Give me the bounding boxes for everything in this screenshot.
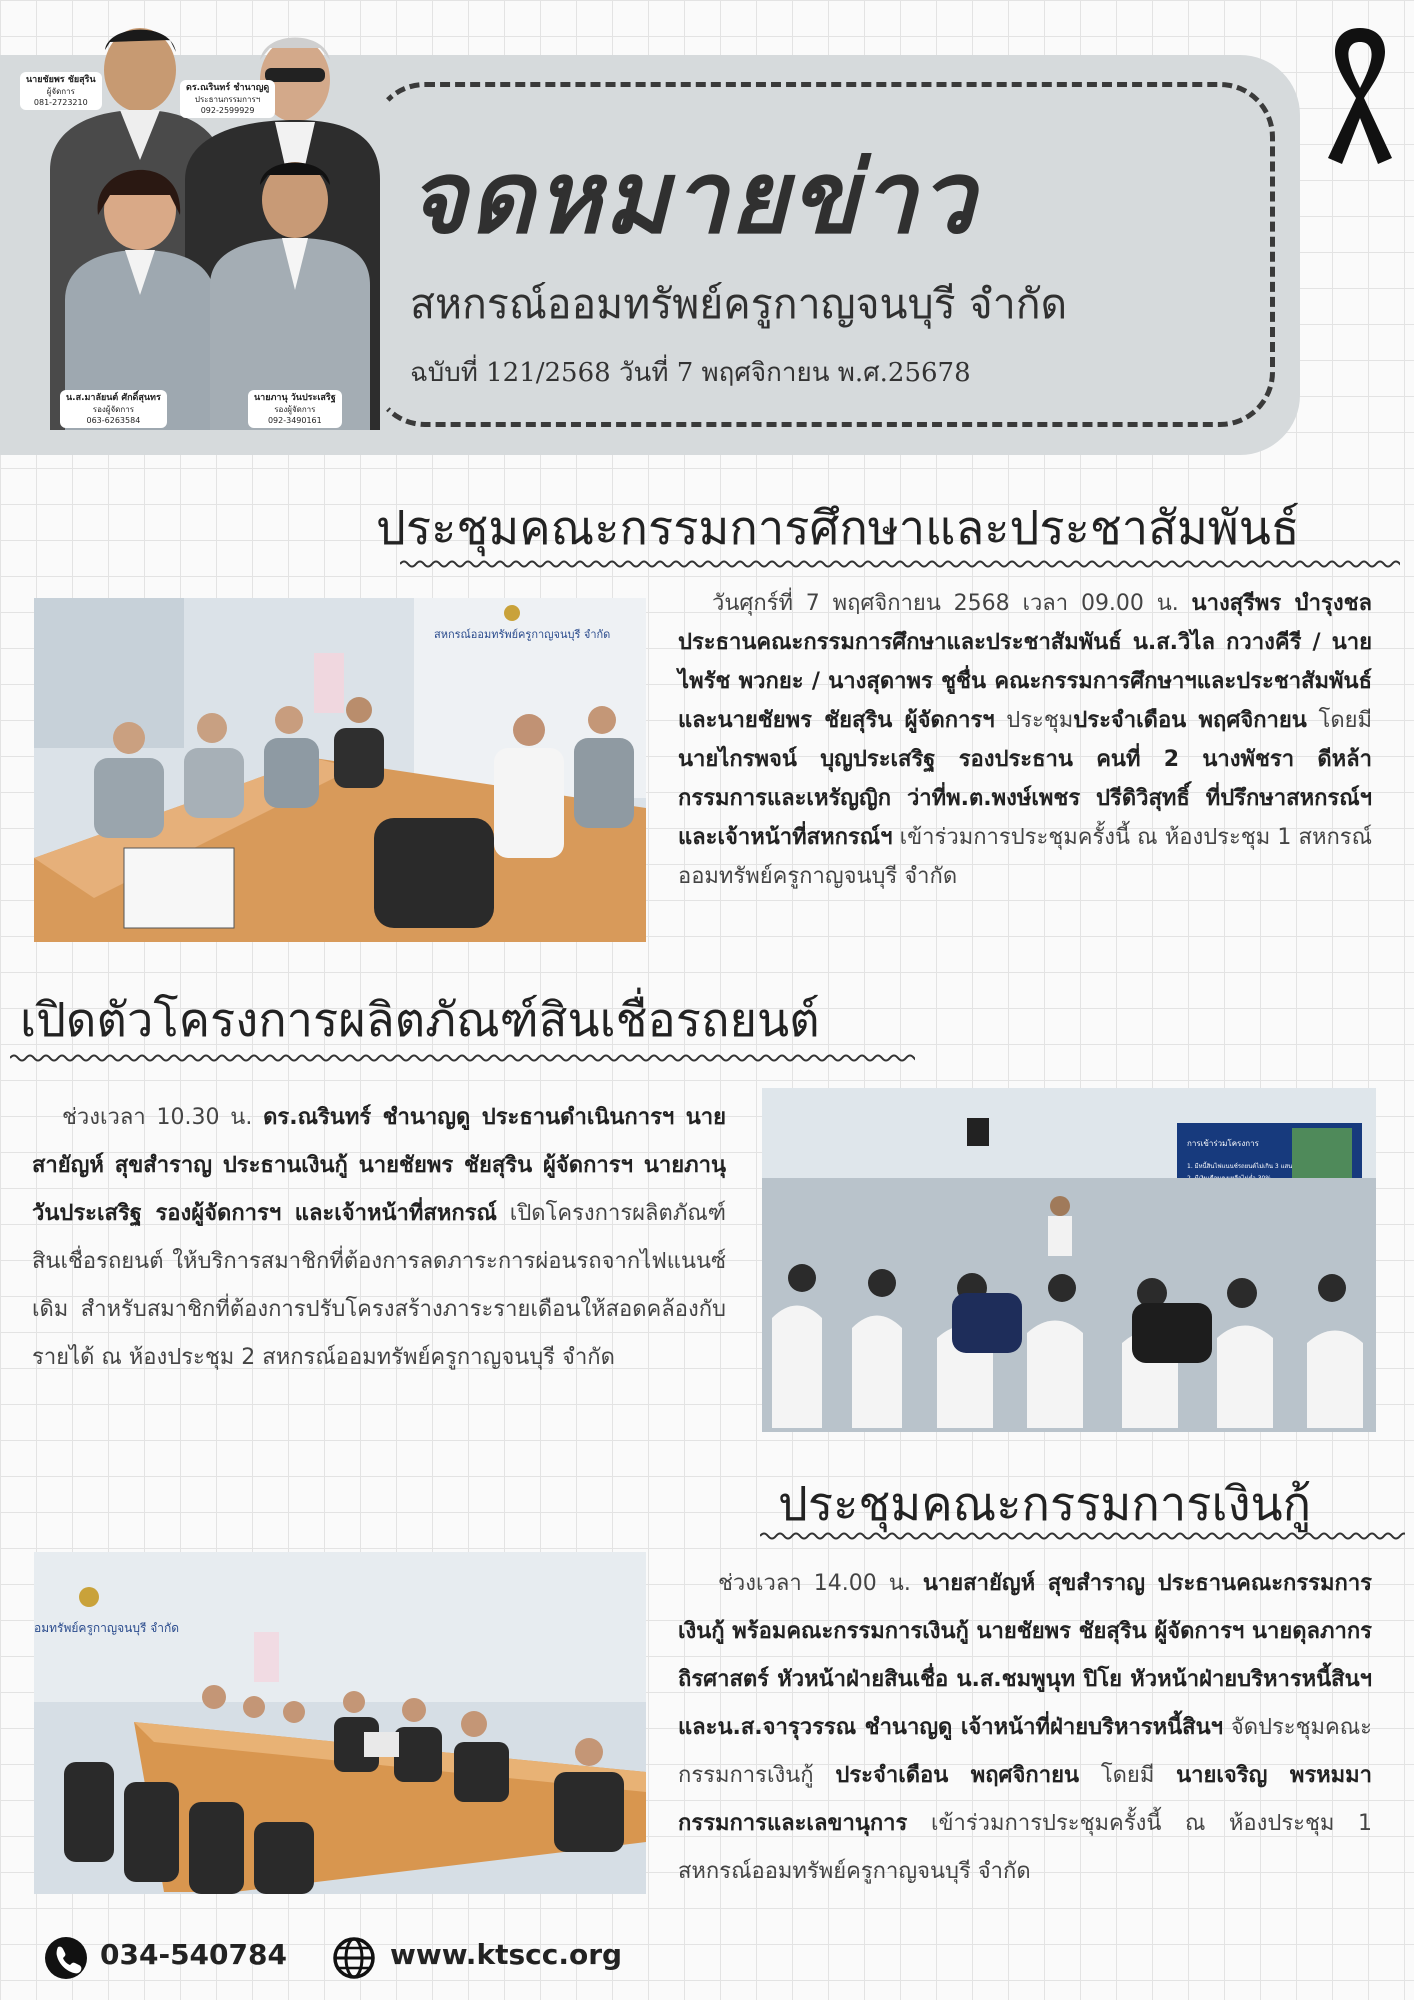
slide-title: การเข้าร่วมโครงการ (1187, 1139, 1259, 1148)
staff-name-4: นายภานุ วันประเสริฐ (254, 393, 336, 403)
globe-icon (332, 1936, 376, 1980)
staff-name-3: น.ส.มาลัยนต์ ศักดิ์สุนทร (66, 393, 161, 403)
staff-name-1: นายชัยพร ชัยสุริน (26, 75, 96, 85)
phone-icon (44, 1936, 88, 1980)
staff-role-3: รองผู้จัดการ (92, 405, 135, 414)
section2-underline (10, 1052, 915, 1064)
section1-text-run: เข้าร่วมการประชุมครั้งนี้ ณ ห้องประชุม 1 สหกรณ์ออมทรัพย์ครูกาญจนบุรี จำกัด (678, 825, 1372, 889)
section3-text-run: นายสายัญห์ สุขสำราญ ประธานคณะกรรมการเงินกู้ พร้อมคณะกรรมการเงินกู้ นายชัยพร ชัยสุริน ผู้จัดการฯ นายดุลภากร ถิรศาสตร์ หัวหน้าฝ่ายสินเชื่อ น.ส.ชมพูนุท ปิโย หัวหน้าฝ่ายบริหารหนี้สินฯ และน.ส.จารุวรรณ ชำนาญดู เจ้าหน้าที่ฝ่ายบริหารหนี้สินฯ (678, 1571, 1372, 1740)
section1-paragraph (678, 584, 1372, 896)
staff-phone-3: 063-6263584 (86, 416, 141, 425)
section3-text-run: ประจำเดือน พฤศจิกายน (835, 1763, 1080, 1788)
staff-phone-1: 081-2723210 (33, 98, 88, 107)
section1-underline (400, 558, 1400, 570)
section1-text-run: นายไกรพจน์ บุญประเสริฐ รองประธาน คนที่ 2 นางพัชรา ดีหล้า กรรมการและเหรัญญิก ว่าที่พ.ต.พงษ์เพชร ปรีดิวิสุทธิ์ ที่ปรึกษาสหกรณ์ฯ และเจ้าหน้าที่สหกรณ์ฯ (678, 747, 1372, 850)
section3-text-run: เข้าร่วมการประชุมครั้งนี้ ณ ห้องประชุม 1 สหกรณ์ออมทรัพย์ครูกาญจนบุรี จำกัด (678, 1811, 1372, 1884)
footer-website[interactable]: www.ktscc.org (390, 1938, 623, 1971)
section3-title: ประชุมคณะกรรมการเงินกู้ (778, 1477, 1312, 1532)
section1-text-run: ประจำเดือน พฤศจิกายน (1073, 708, 1307, 733)
section1-photo-sign: สหกรณ์ออมทรัพย์ครูกาญจนบุรี จำกัด (434, 628, 611, 641)
section3-text-run: นายเจริญ พรหมมา กรรมการและเลขานุการ (678, 1763, 1373, 1836)
section1-photo (34, 598, 646, 942)
staff-phone-4: 092-3490161 (267, 416, 322, 425)
section1-text-run: ประชุม (994, 708, 1074, 733)
section1-text-run: โดยมี (1306, 708, 1372, 733)
section3-text-run: โดยมี (1079, 1763, 1177, 1788)
section1-title: ประชุมคณะกรรมการศึกษาและประชาสัมพันธ์ (376, 501, 1300, 556)
section2-paragraph (32, 1094, 726, 1382)
section3-paragraph (678, 1560, 1372, 1896)
staff-role-1: ผู้จัดการ (46, 87, 75, 96)
section2-text-run: เปิดโครงการผลิตภัณฑ์สินเชื่อรถยนต์ ให้บริการสมาชิกที่ต้องการลดภาระการผ่อนรถจากไฟแนนซ์เดิม สำหรับสมาชิกที่ต้องการปรับโครงสร้างภาระรายเดือนให้สอดคล้องกับรายได้ ณ ห้องประชุม 2 สหกรณ์ออมทรัพย์ครูกาญจนบุรี จำกัด (32, 1201, 726, 1370)
staff-role-2: ประธานกรรมการฯ (194, 95, 261, 104)
section3-text-run: จัดประชุมคณะกรรมการเงินกู้ (678, 1715, 1372, 1788)
section3-photo-sign: อมทรัพย์ครูกาญจนบุรี จำกัด (34, 1621, 180, 1635)
section2-text-run: ดร.ณรินทร์ ชำนาญดู ประธานดำเนินการฯ นายสายัญห์ สุขสำราญ ประธานเงินกู้ นายชัยพร ชัยสุริน ผู้จัดการฯ นายภานุ วันประเสริฐ รองผู้จัดการฯ และเจ้าหน้าที่สหกรณ์ (32, 1105, 727, 1226)
issue-info: ฉบับที่ 121/2568 วันที่ 7 พฤศจิกายน พ.ศ.25678 (410, 358, 971, 388)
section1-text-run: วันศุกร์ที่ 7 พฤศจิกายน 2568 เวลา 09.00 น. (712, 591, 1192, 616)
newsletter-subtitle: สหกรณ์ออมทรัพย์ครูกาญจนบุรี จำกัด (410, 280, 1068, 328)
staff-phone-2: 092-2599929 (200, 106, 255, 115)
section2-photo (762, 1088, 1376, 1432)
section3-underline (760, 1530, 1405, 1542)
section3-photo (34, 1552, 646, 1894)
mourning-ribbon-icon (1310, 18, 1410, 168)
staff-role-4: รองผู้จัดการ (274, 405, 316, 414)
staff-name-2: ดร.ณรินทร์ ชำนาญดู (186, 83, 270, 93)
newsletter-title: จดหมายข่าว (408, 139, 977, 256)
section2-text-run: ช่วงเวลา 10.30 น. (62, 1105, 264, 1130)
section1-text-run: นางสุรีพร บำรุงชล ประธานคณะกรรมการศึกษาและประชาสัมพันธ์ น.ส.วิไล กวางคีรี / นายไพรัช พวกยะ / นางสุดาพร ชูชื่น คณะกรรมการศึกษาฯและประชาสัมพันธ์ และนายชัยพร ชัยสุริน ผู้จัดการฯ (678, 591, 1372, 733)
staff-photo-group (20, 10, 390, 430)
section3-text-run: ช่วงเวลา 14.00 น. (718, 1571, 923, 1596)
section2-title: เปิดตัวโครงการผลิตภัณฑ์สินเชื่อรถยนต์ (20, 993, 820, 1048)
footer-phone[interactable]: 034-540784 (100, 1938, 287, 1971)
slide-line-1: 1. มีหนี้สินไฟแนนซ์รถยนต์ไม่เกิน 3 แสน (1187, 1163, 1293, 1170)
